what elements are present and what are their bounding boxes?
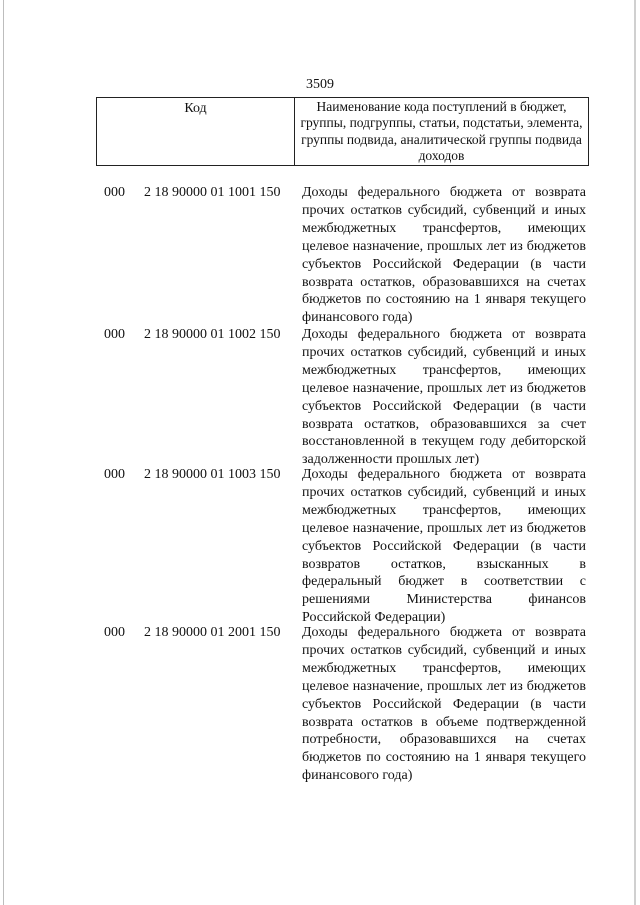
admin-code: 000 [104, 185, 125, 200]
revenue-code: 2 18 90000 01 2001 150 [144, 625, 281, 640]
revenue-code: 2 18 90000 01 1001 150 [144, 185, 281, 200]
revenue-description: Доходы федерального бюджета от возврата прочих остатков субсидий, субвенций и иных межбюджетных трансфертов, имеющих целевое назначение, прошлых лет из бюджетов субъектов Российской Федерации (в части возврата остатков, образовавшихся за счет восстановленной в текущем году дебиторской задолженности прошлых лет) [302, 327, 586, 468]
revenue-description: Доходы федерального бюджета от возврата прочих остатков субсидий, субвенций и иных межбюджетных трансфертов, имеющих целевое назначение, прошлых лет из бюджетов субъектов Российской Федерации (в части возвратов остатков, взысканных в федеральный бюджет в соответствии с решениями Министерства финансов Российской Федерации) [302, 467, 586, 626]
admin-code: 000 [104, 327, 125, 342]
page-edge-left [3, 0, 4, 905]
admin-code: 000 [104, 625, 125, 640]
revenue-code: 2 18 90000 01 1002 150 [144, 327, 281, 342]
code-column-header: Код [97, 98, 295, 165]
page-edge-right [634, 0, 636, 905]
revenue-description: Доходы федерального бюджета от возврата прочих остатков субсидий, субвенций и иных межбюджетных трансфертов, имеющих целевое назначение, прошлых лет из бюджетов субъектов Российской Федерации (в части возврата остатков, образовавшихся на счетах бюджетов по состоянию на 1 января текущего финансового года) [302, 185, 586, 326]
revenue-description: Доходы федерального бюджета от возврата прочих остатков субсидий, субвенций и иных межбюджетных трансфертов, имеющих целевое назначение, прошлых лет из бюджетов субъектов Российской Федерации (в части возврата остатков в объеме подтвержденной потребности, образовавшихся на счетах бюджетов по состоянию на 1 января текущего финансового года) [302, 625, 586, 784]
revenue-code: 2 18 90000 01 1003 150 [144, 467, 281, 482]
name-column-header: Наименование кода поступлений в бюджет, группы, подгруппы, статьи, подстатьи, элемента, группы подвида, аналитической группы подвида доходов [300, 99, 583, 163]
column-header-table [96, 97, 589, 166]
page-number: 3509 [306, 77, 334, 92]
admin-code: 000 [104, 467, 125, 482]
